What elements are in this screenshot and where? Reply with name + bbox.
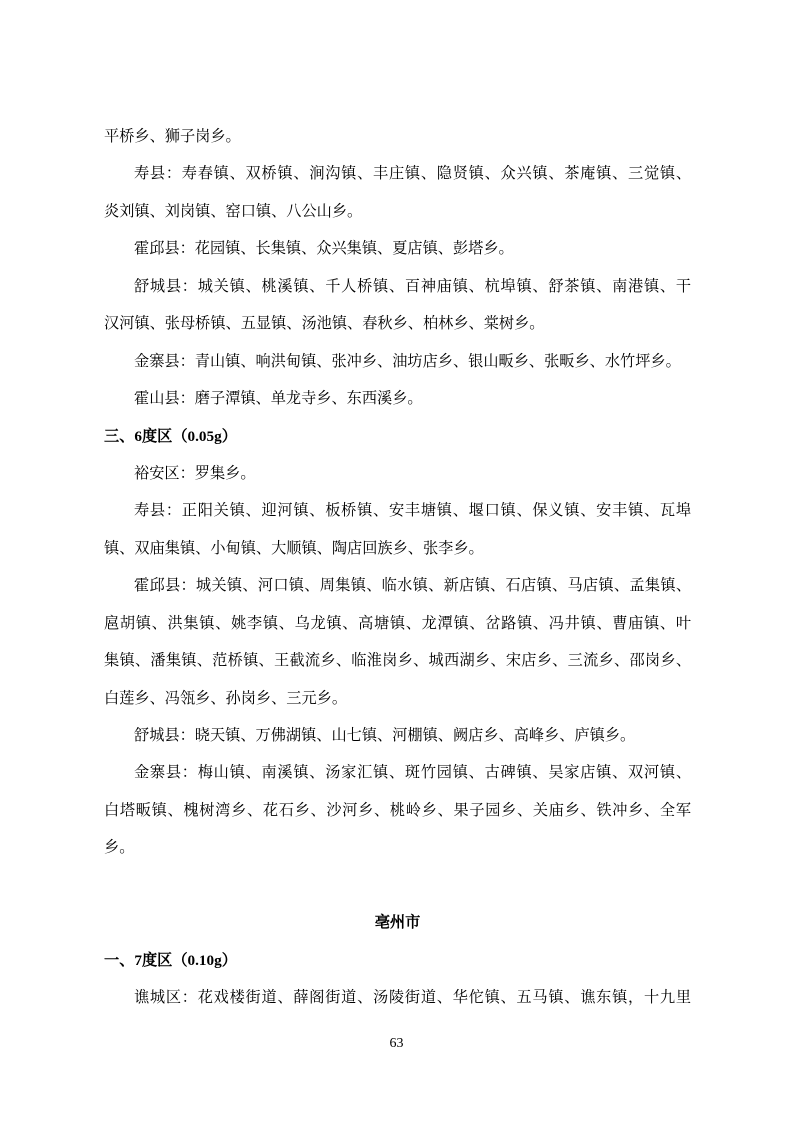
text-line: 白莲乡、冯瓴乡、孙岗乡、三元乡。 [104, 689, 347, 707]
district-entry-yuan [104, 455, 691, 492]
county-entry-huoqiu [104, 230, 691, 267]
county-entry-shucheng [104, 717, 691, 754]
county-entry-shouxian [104, 155, 691, 230]
text-line: 霍山县：磨子潭镇、单龙寺乡、东西溪乡。 [134, 390, 423, 408]
text-line: 集镇、潘集镇、范桥镇、王截流乡、临淮岗乡、城西湖乡、宋店乡、三流乡、邵岗乡、 [104, 652, 691, 670]
text-line: 扈胡镇、洪集镇、姚李镇、乌龙镇、高塘镇、龙潭镇、岔路镇、冯井镇、曹庙镇、叶 [104, 614, 691, 632]
text-line: 镇、双庙集镇、小甸镇、大顺镇、陶店回族乡、张李乡。 [104, 539, 484, 557]
text-line: 平桥乡、狮子岗乡。 [104, 128, 241, 145]
county-entry-huoqiu [104, 567, 691, 717]
county-entry-jinzhai [104, 754, 691, 866]
text-line: 舒城县：城关镇、桃溪镇、千人桥镇、百神庙镇、杭埠镇、舒茶镇、南港镇、干 [134, 277, 691, 295]
text-line: 金寨县：青山镇、响洪甸镇、张冲乡、油坊店乡、银山畈乡、张畈乡、水竹坪乡。 [134, 352, 681, 370]
county-entry-huoshan [104, 380, 691, 417]
text-line: 金寨县：梅山镇、南溪镇、汤家汇镇、斑竹园镇、古碑镇、吴家店镇、双河镇、 [134, 764, 691, 782]
text-line: 霍邱县：城关镇、河口镇、周集镇、临水镇、新店镇、石店镇、马店镇、孟集镇、 [134, 577, 691, 595]
text-line: 舒城县：晓天镇、万佛湖镇、山七镇、河棚镇、阙店乡、高峰乡、庐镇乡。 [134, 727, 636, 744]
zone-6-heading: 三、6度区（0.05g） [104, 427, 237, 445]
zone-7-heading: 一、7度区（0.10g） [104, 951, 237, 969]
page-number: 63 [389, 1036, 404, 1051]
district-entry-qiaocheng [104, 979, 691, 1016]
city-title: 亳州市 [374, 914, 421, 932]
text-line: 寿县：正阳关镇、迎河镇、板桥镇、安丰塘镇、堰口镇、保义镇、安丰镇、瓦埠 [134, 502, 691, 520]
continued-entry [104, 118, 691, 155]
document-body [104, 118, 691, 1017]
text-line: 寿县：寿春镇、双桥镇、涧沟镇、丰庄镇、隐贤镇、众兴镇、茶庵镇、三觉镇、 [134, 165, 691, 183]
county-entry-shouxian [104, 492, 691, 567]
text-line: 霍邱县：花园镇、长集镇、众兴集镇、夏店镇、彭塔乡。 [134, 240, 514, 258]
blank-line [104, 867, 691, 904]
text-line: 裕安区：罗集乡。 [134, 464, 256, 482]
county-entry-jinzhai [104, 343, 691, 380]
county-entry-shucheng [104, 268, 691, 343]
text-line: 炎刘镇、刘岗镇、窑口镇、八公山乡。 [104, 202, 363, 220]
text-line: 白塔畈镇、槐树湾乡、花石乡、沙河乡、桃岭乡、果子园乡、关庙乡、铁冲乡、全军 [104, 801, 691, 819]
text-line: 乡。 [104, 839, 135, 857]
text-line: 谯城区：花戏楼街道、薛阁街道、汤陵街道、华佗镇、五马镇、谯东镇，十九里 [134, 989, 691, 1007]
text-line: 汉河镇、张母桥镇、五显镇、汤池镇、春秋乡、柏林乡、棠树乡。 [104, 315, 545, 333]
